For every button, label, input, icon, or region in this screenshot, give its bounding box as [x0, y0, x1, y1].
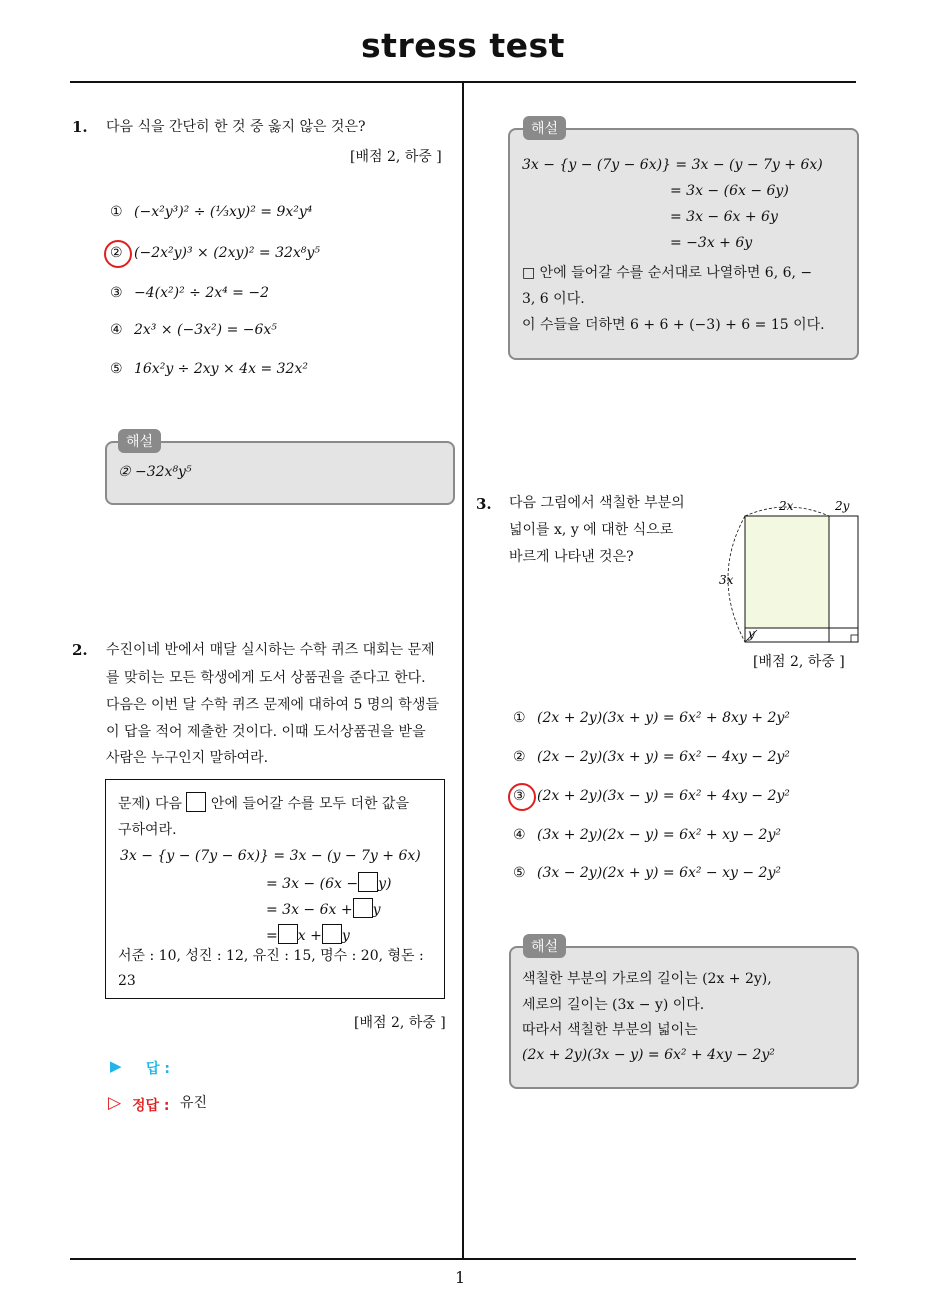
correct-arrow-icon: ▷ — [108, 1093, 122, 1113]
choice-mark: ④ — [110, 322, 123, 338]
choice-expression: (3x + 2y)(2x − y) = 6x² + xy − 2y² — [537, 827, 781, 843]
eq-part: = — [266, 928, 278, 944]
q3-meta: [배점 2, 하중 ] — [753, 654, 845, 670]
q3-solution-line-2: 세로의 길이는 (3x − y) 이다. — [522, 997, 705, 1013]
q2-solution-tag: 해설 — [523, 116, 566, 140]
q3-line-2: 넓이를 x, y 에 대한 식으로 — [509, 522, 674, 538]
choice-expression: 16x²y ÷ 2xy × 4x = 32x² — [134, 361, 308, 377]
q2-number: 2. — [72, 641, 88, 659]
choice-expression: (2x + 2y)(3x + y) = 6x² + 8xy + 2y² — [537, 710, 790, 726]
q3-solution-line-1: 색칠한 부분의 가로의 길이는 (2x + 2y), — [522, 971, 772, 987]
q2-box-answers-2: 23 — [118, 973, 136, 989]
choice-mark: ⑤ — [110, 361, 123, 377]
figure-label-bottom: y — [748, 627, 755, 641]
figure-shaded-region — [745, 516, 829, 628]
blank-box — [358, 872, 378, 892]
q2-answer-label: 답 : — [146, 1061, 170, 1077]
q2-box-eq-4 — [266, 924, 350, 944]
column-divider — [462, 82, 464, 1260]
blank-box — [186, 792, 206, 812]
q2-meta: [배점 2, 하중 ] — [354, 1015, 446, 1031]
choice-expression: (−2x²y)³ × (2xy)² = 32x⁸y⁵ — [134, 245, 320, 261]
eq-part: y — [372, 902, 381, 918]
choice-mark: ② — [110, 245, 123, 261]
choice-mark: ⑤ — [513, 865, 526, 881]
choice-mark: ① — [513, 710, 526, 726]
choice-mark: ④ — [513, 827, 526, 843]
q2-solution-line-7: 이 수들을 더하면 6 + 6 + (−3) + 6 = 15 이다. — [522, 317, 825, 333]
figure-label-top-left: 2x — [779, 499, 794, 513]
figure-label-top-right: 2y — [835, 499, 850, 513]
q2-box-eq-2 — [266, 872, 391, 892]
eq-part: = 3x − (6x − — [266, 876, 359, 892]
figure-corner-mark — [851, 635, 858, 642]
q3-number: 3. — [476, 495, 492, 513]
page-number: 1 — [455, 1268, 466, 1287]
q3-solution-tag: 해설 — [523, 934, 566, 958]
q2-line-1: 수진이네 반에서 매달 실시하는 수학 퀴즈 대회는 문제 — [106, 642, 435, 658]
choice-expression: (2x + 2y)(3x − y) = 6x² + 4xy − 2y² — [537, 788, 790, 804]
q2-solution-eq-3: = 3x − 6x + 6y — [670, 209, 778, 225]
q2-solution-line-5: □ 안에 들어갈 수를 순서대로 나열하면 6, 6, − — [522, 265, 813, 281]
q1-solution-text: ② −32x⁸y⁵ — [118, 464, 192, 480]
choice-expression: (2x − 2y)(3x + y) = 6x² − 4xy − 2y² — [537, 749, 790, 765]
q2-correct-value: 유진 — [180, 1095, 208, 1111]
choice-expression: 2x³ × (−3x²) = −6x⁵ — [134, 322, 277, 338]
eq-part: = 3x − 6x + — [266, 902, 353, 918]
q1-question: 다음 식을 간단히 한 것 중 옳지 않은 것은? — [106, 119, 366, 135]
q3-solution-line-3: 따라서 색칠한 부분의 넓이는 — [522, 1022, 698, 1038]
q2-solution-eq-1: 3x − {y − (7y − 6x)} = 3x − (y − 7y + 6x) — [522, 157, 823, 173]
q2-correct-label: 정답 : — [132, 1098, 170, 1114]
q3-figure — [715, 496, 865, 648]
q1-correct-circle — [104, 240, 132, 268]
choice-mark: ① — [110, 204, 123, 220]
box-text: 문제) 다음 — [118, 796, 183, 812]
q1-number: 1. — [72, 118, 88, 136]
blank-box — [353, 898, 373, 918]
q2-box-line-1 — [118, 790, 409, 818]
answer-arrow-icon: ▶ — [110, 1057, 122, 1075]
q1-solution-tag: 해설 — [118, 429, 161, 453]
q1-meta: [배점 2, 하중 ] — [350, 149, 442, 165]
choice-mark: ② — [513, 749, 526, 765]
q2-solution-line-6: 3, 6 이다. — [522, 291, 585, 307]
q2-line-5: 사람은 누구인지 말하여라. — [106, 750, 269, 766]
q2-solution-eq-4: = −3x + 6y — [670, 235, 753, 251]
page-title: stress test — [361, 26, 565, 65]
eq-part: y) — [378, 876, 392, 892]
q2-box-eq-3 — [266, 898, 381, 918]
blank-box — [278, 924, 298, 944]
eq-part: x + — [297, 928, 322, 944]
q3-solution-line-4: (2x + 2y)(3x − y) = 6x² + 4xy − 2y² — [522, 1047, 775, 1063]
eq-part: y — [341, 928, 350, 944]
q2-box-line-2: 구하여라. — [118, 822, 177, 838]
choice-expression: (3x − 2y)(2x + y) = 6x² − xy − 2y² — [537, 865, 781, 881]
choice-expression: −4(x²)² ÷ 2x⁴ = −2 — [134, 285, 269, 301]
q2-line-2: 를 맞히는 모든 학생에게 도서 상품권을 준다고 한다. — [106, 670, 426, 686]
choice-mark: ③ — [513, 788, 526, 804]
footer-rule — [70, 1258, 856, 1260]
q2-line-3: 다음은 이번 달 수학 퀴즈 문제에 대하여 5 명의 학생들 — [106, 697, 439, 713]
choice-expression: (−x²y³)² ÷ (⅓xy)² = 9x²y⁴ — [134, 204, 313, 220]
q2-box-answers-1: 서준 : 10, 성진 : 12, 유진 : 15, 명수 : 20, 형돈 : — [118, 948, 424, 964]
q2-line-4: 이 답을 적어 제출한 것이다. 이때 도서상품권을 받을 — [106, 724, 426, 740]
q3-line-1: 다음 그림에서 색칠한 부분의 — [509, 495, 685, 511]
q2-box-eq-1: 3x − {y − (7y − 6x)} = 3x − (y − 7y + 6x) — [120, 848, 421, 864]
q3-line-3: 바르게 나타낸 것은? — [509, 549, 634, 565]
q3-correct-circle — [508, 783, 536, 811]
figure-label-left: 3x — [719, 573, 734, 587]
blank-box — [322, 924, 342, 944]
q2-solution-eq-2: = 3x − (6x − 6y) — [670, 183, 789, 199]
choice-mark: ③ — [110, 285, 123, 301]
box-text: 안에 들어갈 수를 모두 더한 값을 — [210, 796, 409, 812]
